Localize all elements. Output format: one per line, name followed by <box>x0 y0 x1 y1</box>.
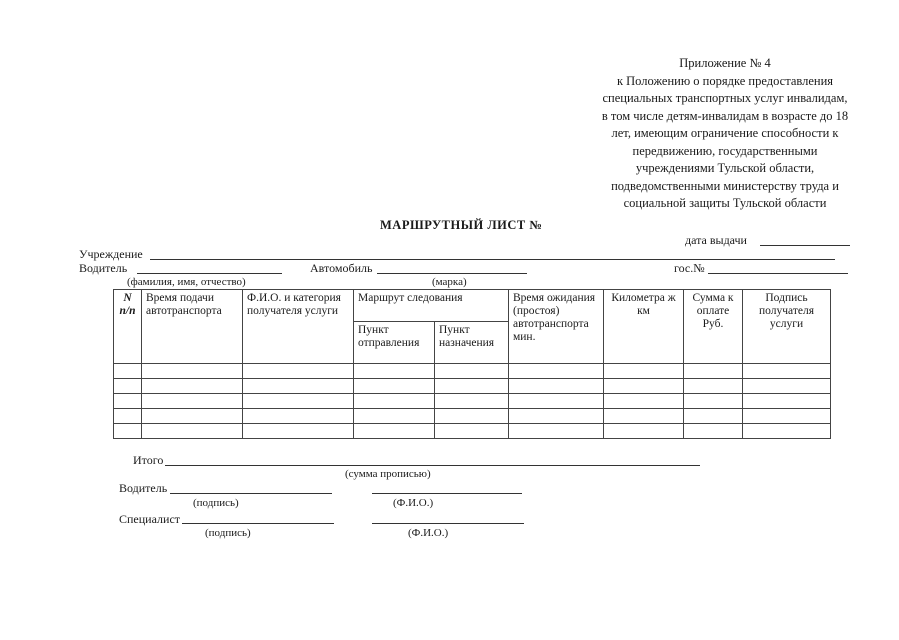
header-route: Маршрут следования <box>354 290 509 322</box>
table-row <box>114 409 831 424</box>
institution-label: Учреждение <box>79 247 143 261</box>
specialist-sign-hint: (подпись) <box>205 527 251 539</box>
driver-field <box>137 273 282 274</box>
table-row <box>114 394 831 409</box>
appendix-line: к Положению о порядке предоставления <box>616 73 834 88</box>
header-sum: Сумма к оплате Руб. <box>684 290 743 364</box>
specialist-label: Специалист <box>119 512 181 526</box>
table-row <box>114 424 831 439</box>
header-fio: Ф.И.О. и категория получателя услуги <box>243 290 354 364</box>
total-field <box>165 465 700 466</box>
header-time: Время подачи автотранспорта <box>142 290 243 364</box>
appendix-line: подведомственными министерству труда и <box>611 178 839 193</box>
appendix-line: в том числе детям-инвалидам в возрасте до 18 <box>601 108 849 123</box>
total-label: Итого <box>133 453 164 467</box>
driver-signature-field <box>170 493 332 494</box>
header-destination: Пункт назначения <box>435 321 509 364</box>
car-field <box>377 273 527 274</box>
issue-date-field <box>760 245 850 246</box>
route-table <box>113 289 831 439</box>
driver-fio-field <box>372 493 522 494</box>
specialist-fio-hint: (Ф.И.О.) <box>408 527 449 539</box>
header-km: Километра ж км <box>604 290 684 364</box>
appendix-line: социальной защиты Тульской области <box>623 196 827 210</box>
issue-date-label: дата выдачи <box>685 233 747 247</box>
car-hint: (марка) <box>432 276 467 288</box>
driver-hint: (фамилия, имя, отчество) <box>127 276 246 288</box>
header-sign: Подпись получателя услуги <box>743 290 831 364</box>
appendix-line: Приложение № 4 <box>679 56 771 70</box>
car-label: Автомобиль <box>310 261 373 275</box>
appendix-header <box>560 55 890 213</box>
driver-fio-hint: (Ф.И.О.) <box>393 497 434 509</box>
total-hint: (сумма прописью) <box>345 468 431 480</box>
appendix-line: передвижению, государственными <box>632 143 818 158</box>
driver-label: Водитель <box>79 261 128 275</box>
document-title: МАРШРУТНЫЙ ЛИСТ № <box>380 218 543 232</box>
appendix-line: учреждениями Тульской области, <box>635 161 815 175</box>
table-row <box>114 379 831 394</box>
header-num: N п/п <box>114 290 142 364</box>
specialist-signature-field <box>182 523 334 524</box>
specialist-fio-field <box>372 523 524 524</box>
appendix-line: лет, имеющим ограничение способности к <box>611 126 839 140</box>
header-wait: Время ожидания (простоя) автотранспорта мин. <box>509 290 604 364</box>
plate-label: гос.№ <box>674 261 705 275</box>
footer-driver-label: Водитель <box>119 481 168 495</box>
plate-field <box>708 273 848 274</box>
appendix-line: специальных транспортных услуг инвалидам, <box>602 91 848 105</box>
header-departure: Пункт отправления <box>354 321 435 364</box>
driver-sign-hint: (подпись) <box>193 497 239 509</box>
table-row <box>114 364 831 379</box>
institution-field <box>150 259 835 260</box>
